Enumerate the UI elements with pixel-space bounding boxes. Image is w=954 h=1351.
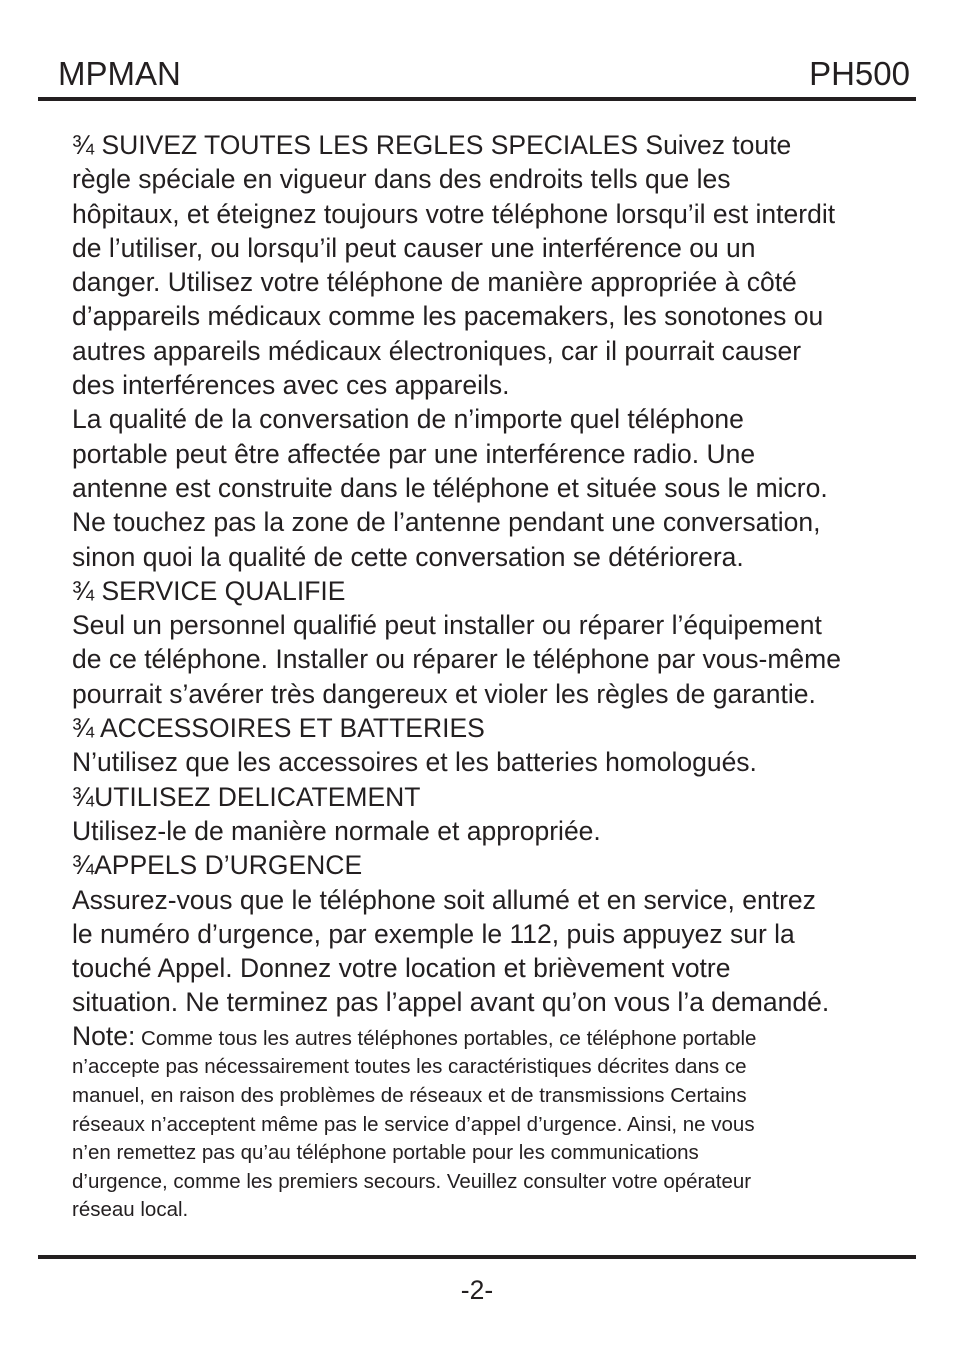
manual-content <box>72 128 902 1225</box>
body-line: de ce téléphone. Installer ou réparer le téléphone par vous-même <box>72 644 841 675</box>
header-divider <box>38 97 916 101</box>
header-model: PH500 <box>809 55 910 92</box>
note-line: manuel, en raison des problèmes de réseaux et de transmissions Certains <box>72 1083 747 1107</box>
section-heading: ¾APPELS D’URGENCE <box>72 850 363 881</box>
body-line: pourrait s’avérer très dangereux et violer les règles de garantie. <box>72 678 816 709</box>
body-line: N’utilisez que les accessoires et les batteries homologués. <box>72 747 757 778</box>
body-line: le numéro d’urgence, par exemple le 112, puis appuyez sur la <box>72 918 795 949</box>
body-line: portable peut être affectée par une interférence radio. Une <box>72 438 756 469</box>
body-line: situation. Ne terminez pas l’appel avant qu’on vous l’a demandé. <box>72 987 830 1018</box>
note-label: Note: <box>72 1020 136 1051</box>
body-line: Ne touchez pas la zone de l’antenne pendant une conversation, <box>72 507 821 538</box>
body-line: Utilisez-le de manière normale et appropriée. <box>72 815 601 846</box>
note-block <box>72 1022 902 1225</box>
body-line: touché Appel. Donnez votre location et brièvement votre <box>72 953 731 984</box>
header-brand: MPMAN <box>58 55 181 92</box>
body-line: sinon quoi la qualité de cette conversation se détériorera. <box>72 541 744 572</box>
note-line: réseau local. <box>72 1198 189 1222</box>
body-line: d’appareils médicaux comme les pacemakers, les sonotones ou <box>72 301 824 332</box>
note-first-line <box>72 1022 902 1054</box>
note-line: n’accepte pas nécessairement toutes les caractéristiques décrites dans ce <box>72 1055 747 1079</box>
body-line: danger. Utilisez votre téléphone de manière appropriée à côté <box>72 267 797 298</box>
section-heading: ¾ ACCESSOIRES ET BATTERIES <box>72 713 485 744</box>
body-line: ¾ SUIVEZ TOUTES LES REGLES SPECIALES Suivez toute <box>72 130 792 160</box>
section-heading: ¾UTILISEZ DELICATEMENT <box>72 781 421 812</box>
note-line: réseaux n’acceptent même pas le service d’appel d’urgence. Ainsi, ne vous <box>72 1112 755 1136</box>
note-line: n’en remettez pas qu’au téléphone portable pour les communications <box>72 1141 699 1165</box>
body-line: antenne est construite dans le téléphone et située sous le micro. <box>72 472 828 503</box>
body-line: de l’utiliser, ou lorsqu’il peut causer une interférence ou un <box>72 232 756 263</box>
body-line: Assurez-vous que le téléphone soit allumé et en service, entrez <box>72 884 816 915</box>
note-line: d’urgence, comme les premiers secours. Veuillez consulter votre opérateur <box>72 1169 752 1193</box>
body-line: des interférences avec ces appareils. <box>72 370 510 401</box>
page-number: -2- <box>460 1275 494 1305</box>
body-line: hôpitaux, et éteignez toujours votre téléphone lorsqu’il est interdit <box>72 198 836 229</box>
body-line: autres appareils médicaux électroniques, car il pourrait causer <box>72 335 802 366</box>
body-line: La qualité de la conversation de n’importe quel téléphone <box>72 404 744 435</box>
body-line: Seul un personnel qualifié peut installer ou réparer l’équipement <box>72 610 822 641</box>
body-line: règle spéciale en vigueur dans des endroits tells que les <box>72 164 731 195</box>
footer-divider <box>38 1255 916 1259</box>
note-text: Comme tous les autres téléphones portables, ce téléphone portable <box>135 1026 757 1050</box>
body-text <box>72 128 902 1020</box>
section-heading: ¾ SERVICE QUALIFIE <box>72 575 346 606</box>
